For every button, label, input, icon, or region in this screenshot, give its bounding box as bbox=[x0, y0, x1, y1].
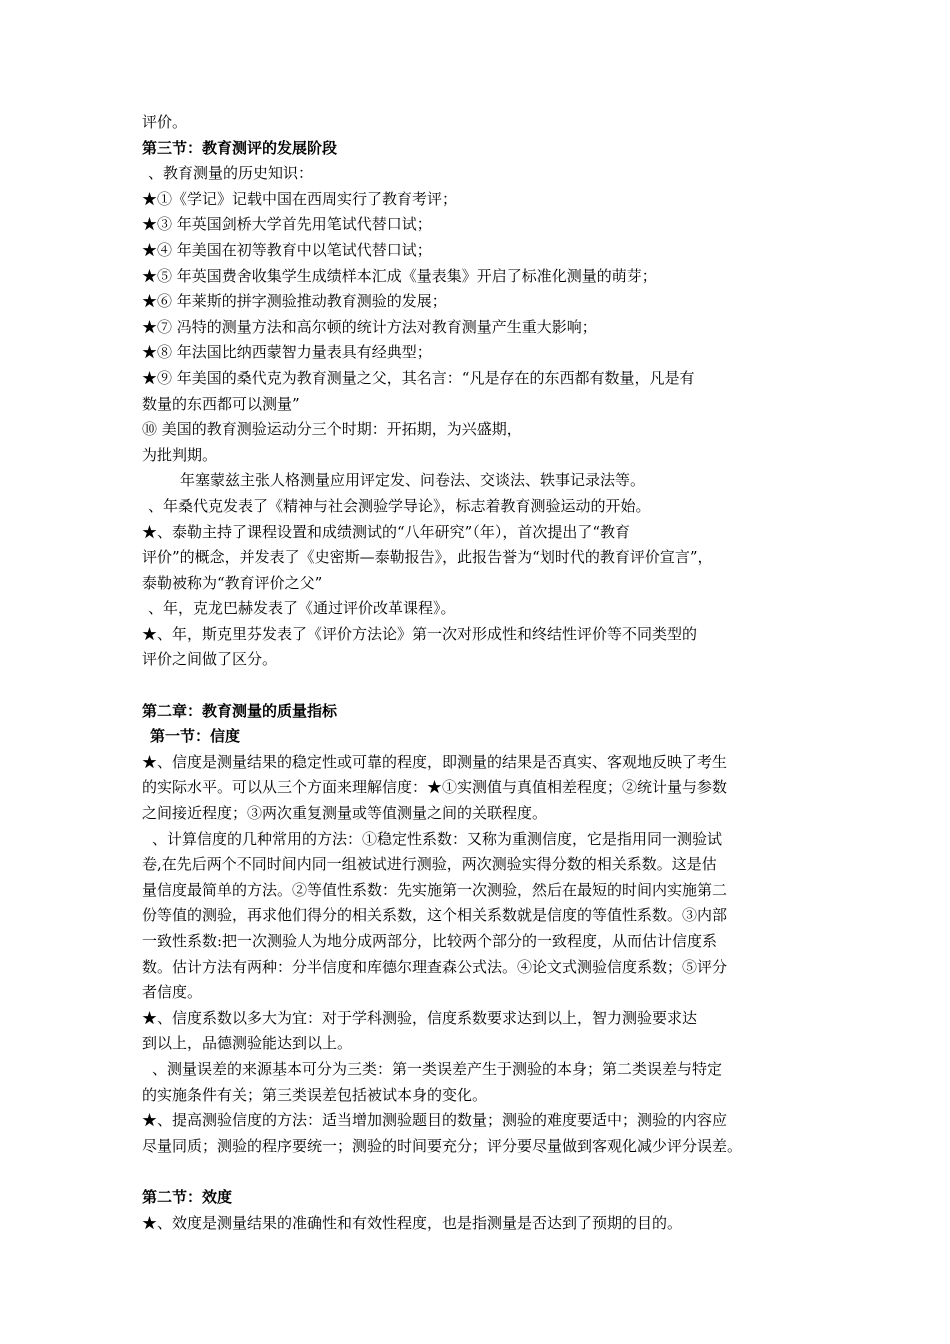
text-line: 到以上，品德测验能达到以上。 bbox=[142, 1034, 353, 1053]
list-item: ★①《学记》记载中国在西周实行了教育考评； bbox=[142, 189, 458, 208]
text-line: 年塞蒙兹主张人格测量应用评定发、问卷法、交谈法、轶事记录法等。 bbox=[180, 471, 646, 490]
text-line: 一致性系数:把一次测验人为地分成两部分，比较两个部分的一致程度，从而估计信度系 bbox=[142, 932, 718, 950]
text-line: 尽量同质；测验的程序要统一；测验的时间要充分；评分要尽量做到客观化减少评分误差。 bbox=[142, 1136, 743, 1155]
text-line: ★、效度是测量结果的准确性和有效性程度，也是指测量是否达到了预期的目的。 bbox=[142, 1213, 683, 1232]
text-line: 数量的东西都可以测量” bbox=[142, 394, 300, 413]
text-line: 泰勒被称为“教育评价之父” bbox=[142, 573, 323, 592]
section-heading: 第一节：信度 bbox=[150, 727, 241, 746]
chapter-heading: 第二章：教育测量的质量指标 bbox=[142, 701, 338, 720]
text-line: 、测量误差的来源基本可分为三类：第一类误差产生于测验的本身；第二类误差与特定 bbox=[152, 1059, 723, 1078]
list-item: ★⑥ 年莱斯的拼字测验推动教育测验的发展； bbox=[142, 292, 447, 311]
subheading: 、教育测量的历史知识： bbox=[148, 164, 314, 183]
list-item: ★、年，斯克里芬发表了《评价方法论》第一次对形成性和终结性评价等不同类型的 bbox=[142, 624, 698, 643]
text-line: 卷,在先后两个不同时间内同一组被试进行测验，两次测验实得分数的相关系数。这是估 bbox=[142, 855, 717, 874]
text-line: 评价”的概念，并发表了《史密斯—泰勒报告》，此报告誉为“划时代的教育评价宣言”， bbox=[142, 548, 713, 567]
text-line: 之间接近程度；③两次重复测量或等值测量之间的关联程度。 bbox=[142, 804, 548, 823]
list-item: ★、泰勒主持了课程设置和成绩测试的“八年研究”（年），首次提出了“教育 bbox=[142, 522, 631, 541]
text-line: 、年，克龙巴赫发表了《通过评价改革课程》。 bbox=[148, 599, 456, 618]
text-line: 份等值的测验，再求他们得分的相关系数，这个相关系数就是信度的等值性系数。③内部 bbox=[142, 906, 728, 925]
list-item: ★⑧ 年法国比纳西蒙智力量表具有经典型； bbox=[142, 343, 432, 362]
text-line: 数。估计方法有两种：分半信度和库德尔理查森公式法。④论文式测验信度系数；⑤评分 bbox=[142, 957, 728, 976]
text-line: 的实际水平。可以从三个方面来理解信度：★①实测值与真值相差程度；②统计量与参数 bbox=[142, 778, 728, 797]
text-line: 、年桑代克发表了《精神与社会测验学导论》，标志着教育测验运动的开始。 bbox=[148, 496, 651, 515]
document-page bbox=[142, 110, 822, 1236]
text-line: 、计算信度的几种常用的方法：①稳定性系数：又称为重测信度，它是指用同一测验试 bbox=[152, 829, 723, 848]
text-line: 的实施条件有关；第三类误差包括被试本身的变化。 bbox=[142, 1085, 488, 1104]
text-line: ★、信度系数以多大为宜：对于学科测验，信度系数要求达到以上，智力测验要求达 bbox=[142, 1008, 698, 1027]
text-line: ★、信度是测量结果的稳定性或可靠的程度，即测量的结果是否真实、客观地反映了考生 bbox=[142, 752, 728, 771]
text-line: 者信度。 bbox=[142, 983, 203, 1002]
section-heading: 第二节：效度 bbox=[142, 1187, 233, 1206]
list-item: ★⑤ 年英国费舍收集学生成绩样本汇成《量表集》开启了标准化测量的萌芽； bbox=[142, 266, 657, 285]
list-item: ★④ 年美国在初等教育中以笔试代替口试； bbox=[142, 240, 432, 259]
text-line: 评价。 bbox=[142, 113, 188, 131]
list-item: ★⑨ 年美国的桑代克为教育测量之父，其名言：“凡是存在的东西都有数量，凡是有 bbox=[142, 368, 695, 387]
list-item: ⑩ 美国的教育测验运动分三个时期：开拓期，为兴盛期， bbox=[142, 420, 522, 439]
text-line: 为批判期。 bbox=[142, 445, 218, 464]
text-line: ★、提高测验信度的方法：适当增加测验题目的数量；测验的难度要适中；测验的内容应 bbox=[142, 1111, 728, 1130]
section-heading: 第三节：教育测评的发展阶段 bbox=[142, 138, 338, 157]
blank-line bbox=[142, 1159, 822, 1185]
blank-line bbox=[142, 673, 822, 699]
list-item: ★③ 年英国剑桥大学首先用笔试代替口试； bbox=[142, 215, 432, 234]
list-item: ★⑦ 冯特的测量方法和高尔顿的统计方法对教育测量产生重大影响； bbox=[142, 317, 597, 336]
text-line: 评价之间做了区分。 bbox=[142, 650, 278, 669]
text-line: 量信度最简单的方法。②等值性系数：先实施第一次测验，然后在最短的时间内实施第二 bbox=[142, 880, 728, 899]
